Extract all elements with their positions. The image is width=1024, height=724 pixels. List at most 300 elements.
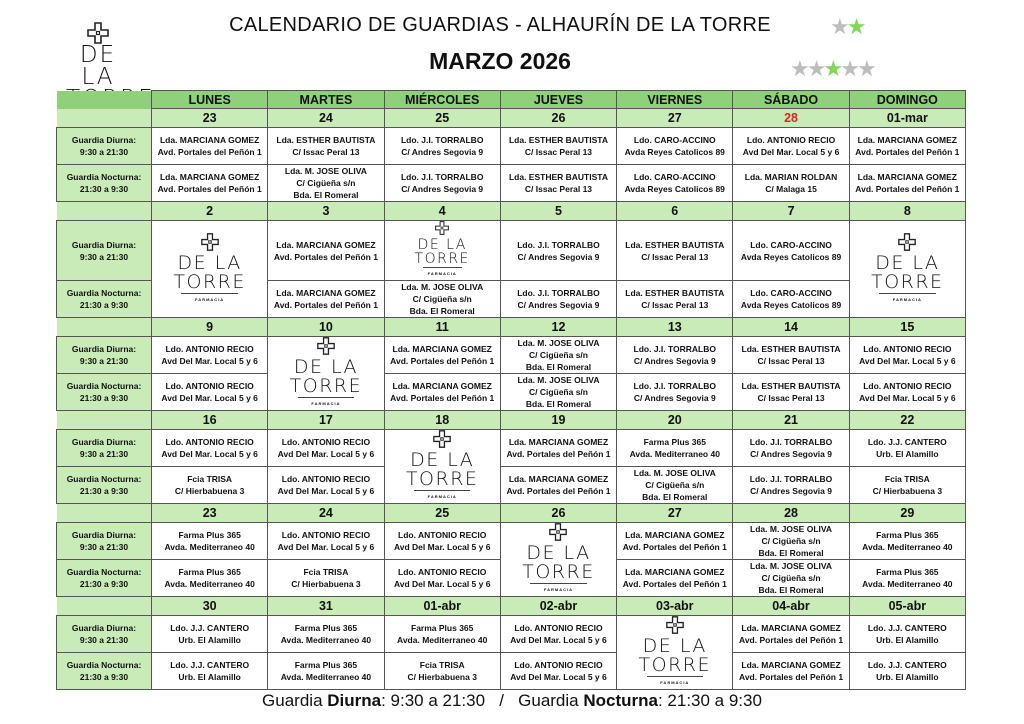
pharmacy-address: C/ Issac Peral 13 xyxy=(524,147,593,157)
pharmacy-address: Avd. Portales del Peñón 1 xyxy=(855,147,960,157)
pharmacy-address: Avd Del Mar. Local 5 y 6 xyxy=(277,449,375,459)
date-cell: 01-mar xyxy=(849,109,965,128)
closed-cell xyxy=(268,337,384,411)
pharmacy-cell xyxy=(733,221,849,281)
date-cell: 02-abr xyxy=(500,597,616,616)
date-cell: 04-abr xyxy=(733,597,849,616)
cross-icon xyxy=(201,233,219,251)
pharmacy-address: C/ Malaga 15 xyxy=(765,184,817,194)
pharmacy-cell xyxy=(500,467,616,504)
date-cell: 24 xyxy=(268,109,384,128)
weekday-header: VIERNES xyxy=(617,91,733,109)
logo-line3: FARMACIA xyxy=(530,583,586,596)
pharmacy-logo xyxy=(173,233,245,306)
pharmacy-address: C/ Andres Segovia 9 xyxy=(750,449,832,459)
pharmacy-cell xyxy=(152,616,268,653)
duty-label-hours: 21:30 a 9:30 xyxy=(79,184,129,194)
pharmacy-name: Ldo. ANTONIO RECIO xyxy=(165,437,254,447)
pharmacy-address: Avd Del Mar. Local 5 y 6 xyxy=(393,579,491,589)
pharmacy-address: Bda. El Romeral xyxy=(642,492,708,502)
footer-night-hours: : 21:30 a 9:30 xyxy=(657,691,762,710)
pharmacy-cell xyxy=(152,128,268,165)
date-cell: 28 xyxy=(733,504,849,523)
pharmacy-cell xyxy=(733,165,849,202)
logo-line1: DE LA xyxy=(79,42,117,90)
pharmacy-name: Lda. MARCIANA GOMEZ xyxy=(741,660,841,670)
pharmacy-cell xyxy=(617,467,733,504)
pharmacy-address: Bda. El Romeral xyxy=(758,585,824,595)
pharmacy-cell xyxy=(268,430,384,467)
pharmacy-address: Avd. Portales del Peñón 1 xyxy=(739,635,844,645)
pharmacy-name: Ldo. ANTONIO RECIO xyxy=(398,530,487,540)
date-cell: 25 xyxy=(384,504,500,523)
pharmacy-cell xyxy=(733,337,849,374)
pharmacy-address: C/ Hierbabuena 3 xyxy=(174,486,245,496)
day-duty-row xyxy=(57,337,966,374)
pharmacy-address: C/ Issac Peral 13 xyxy=(757,393,825,403)
cross-icon xyxy=(549,523,567,541)
day-duty-label xyxy=(57,616,152,653)
footer-prefix: Guardia xyxy=(262,691,328,710)
date-cell: 10 xyxy=(268,318,384,337)
pharmacy-cell xyxy=(617,165,733,202)
date-row xyxy=(57,318,966,337)
pharmacy-address: C/ Cigüeña s/n xyxy=(761,536,821,546)
pharmacy-cell xyxy=(268,653,384,690)
pharmacy-name: Ldo. J.J. CANTERO xyxy=(867,660,947,670)
pharmacy-address: Avda Reyes Catolicos 89 xyxy=(740,300,842,310)
duty-label-title: Guardia Diurna: xyxy=(71,623,137,633)
pharmacy-cell xyxy=(268,128,384,165)
closed-cell xyxy=(500,523,616,597)
pharmacy-address: C/ Issac Peral 13 xyxy=(757,356,825,366)
date-cell: 14 xyxy=(733,318,849,337)
pharmacy-name: Ldo. J.I. TORRALBO xyxy=(749,437,833,447)
date-cell: 15 xyxy=(849,318,965,337)
duty-label-hours: 9:30 a 21:30 xyxy=(79,635,129,645)
pharmacy-cell xyxy=(268,467,384,504)
date-cell: 5 xyxy=(500,202,616,221)
pharmacy-address: Avd. Portales del Peñón 1 xyxy=(622,579,727,589)
pharmacy-address: Avda Reyes Catolicos 89 xyxy=(624,147,725,157)
star-icon: ★ xyxy=(846,14,867,39)
date-cell: 25 xyxy=(384,109,500,128)
pharmacy-address: Avd. Portales del Peñón 1 xyxy=(390,356,495,366)
pharmacy-address: Avda. Mediterraneo 40 xyxy=(862,542,953,552)
pharmacy-name: Ldo. ANTONIO RECIO xyxy=(514,660,603,670)
pharmacy-cell xyxy=(500,616,616,653)
pharmacy-address: Avd Del Mar. Local 5 y 6 xyxy=(393,542,491,552)
pharmacy-cell xyxy=(733,374,849,411)
pharmacy-name: Ldo. ANTONIO RECIO xyxy=(281,437,371,447)
duty-label-title: Guardia Nocturna: xyxy=(66,567,142,577)
pharmacy-name: Farma Plus 365 xyxy=(178,530,241,540)
pharmacy-cell xyxy=(617,374,733,411)
pharmacy-name: Ldo. CARO-ACCINO xyxy=(633,172,716,182)
date-cell: 12 xyxy=(500,318,616,337)
pharmacy-cell xyxy=(268,165,384,202)
pharmacy-address: Bda. El Romeral xyxy=(409,306,475,316)
footer-day-hours: : 9:30 a 21:30 xyxy=(381,691,486,710)
pharmacy-cell xyxy=(617,281,733,318)
pharmacy-address: Avda. Mediterraneo 40 xyxy=(862,579,953,589)
pharmacy-address: Avd. Portales del Peñón 1 xyxy=(506,449,611,459)
star-icon: ★ xyxy=(790,56,810,81)
date-row xyxy=(57,597,966,616)
pharmacy-cell xyxy=(152,374,268,411)
date-row xyxy=(57,202,966,221)
page-title: CALENDARIO DE GUARDIAS - ALHAURÍN DE LA TORRE xyxy=(229,14,771,36)
pharmacy-cell xyxy=(500,281,616,318)
pharmacy-name: Farma Plus 365 xyxy=(178,567,241,577)
pharmacy-address: Avd Del Mar. Local 5 y 6 xyxy=(510,635,607,645)
logo-line1: DE LA xyxy=(410,449,475,471)
logo-line1: DE LA xyxy=(875,251,940,274)
pharmacy-name: Lda. MARCIANA GOMEZ xyxy=(625,567,725,577)
pharmacy-address: C/ Andres Segovia 9 xyxy=(517,300,600,310)
date-cell: 19 xyxy=(500,411,616,430)
footer-day-word: Diurna xyxy=(327,691,382,710)
rating-top xyxy=(830,14,867,39)
pharmacy-cell xyxy=(733,560,849,597)
pharmacy-logo xyxy=(871,233,943,306)
pharmacy-address: Bda. El Romeral xyxy=(293,190,359,200)
pharmacy-name: Ldo. ANTONIO RECIO xyxy=(746,135,836,145)
date-cell: 6 xyxy=(617,202,733,221)
pharmacy-address: Avda. Mediterraneo 40 xyxy=(397,635,488,645)
duty-calendar xyxy=(56,90,966,690)
pharmacy-cell xyxy=(500,430,616,467)
pharmacy-name: Ldo. CARO-ACCINO xyxy=(633,135,716,145)
pharmacy-address: C/ Andres Segovia 9 xyxy=(401,147,484,157)
pharmacy-name: Lda. MARCIANA GOMEZ xyxy=(625,530,725,540)
pharmacy-address: Urb. El Alamillo xyxy=(178,635,241,645)
pharmacy-cell xyxy=(268,616,384,653)
date-cell: 16 xyxy=(152,411,268,430)
pharmacy-name: Lda. MARCIANA GOMEZ xyxy=(857,172,957,182)
closed-cell xyxy=(384,430,500,504)
pharmacy-name: Lda. ESTHER BAUTISTA xyxy=(741,344,841,354)
day-duty-label xyxy=(57,337,152,374)
pharmacy-address: C/ Issac Peral 13 xyxy=(524,184,593,194)
date-cell: 31 xyxy=(268,597,384,616)
date-cell: 03-abr xyxy=(617,597,733,616)
pharmacy-name: Lda. ESTHER BAUTISTA xyxy=(741,381,841,391)
pharmacy-address: Urb. El Alamillo xyxy=(876,672,939,682)
footer-legend xyxy=(0,691,1024,711)
cross-icon xyxy=(898,233,916,251)
pharmacy-address: C/ Cigüeña s/n xyxy=(528,387,588,397)
pharmacy-cell xyxy=(500,374,616,411)
pharmacy-name: Ldo. J.I. TORRALBO xyxy=(749,474,833,484)
logo-line3: FARMACIA xyxy=(181,293,237,306)
pharmacy-name: Fcia TRISA xyxy=(419,660,465,670)
pharmacy-address: C/ Andres Segovia 9 xyxy=(750,486,832,496)
duty-label-hours: 9:30 a 21:30 xyxy=(79,356,129,366)
pharmacy-address: Avda Reyes Catolicos 89 xyxy=(740,251,842,262)
corner-cell xyxy=(57,318,152,337)
night-duty-label xyxy=(57,467,152,504)
logo-line3: FARMACIA xyxy=(423,267,462,280)
footer-separator: / xyxy=(485,691,519,710)
pharmacy-logo xyxy=(522,523,594,596)
pharmacy-cell xyxy=(849,165,965,202)
pharmacy-cell xyxy=(733,467,849,504)
duty-label-title: Guardia Nocturna: xyxy=(66,474,142,484)
pharmacy-name: Lda. M. JOSE OLIVA xyxy=(284,166,367,176)
pharmacy-cell xyxy=(152,467,268,504)
pharmacy-name: Farma Plus 365 xyxy=(643,437,706,447)
pharmacy-cell xyxy=(384,337,500,374)
pharmacy-cell xyxy=(733,523,849,560)
day-duty-row xyxy=(57,128,966,165)
pharmacy-cell xyxy=(617,560,733,597)
pharmacy-name: Ldo. J.I. TORRALBO xyxy=(633,381,716,391)
logo-line3: FARMACIA xyxy=(298,397,354,410)
pharmacy-name: Ldo. ANTONIO RECIO xyxy=(165,344,254,354)
duty-label-hours: 21:30 a 9:30 xyxy=(79,486,129,496)
pharmacy-name: Fcia TRISA xyxy=(187,474,233,484)
logo-line3: FARMACIA xyxy=(414,490,470,503)
pharmacy-cell xyxy=(733,653,849,690)
pharmacy-name: Lda. MARCIANA GOMEZ xyxy=(276,239,376,250)
pharmacy-name: Lda. MARCIANA GOMEZ xyxy=(276,288,376,298)
pharmacy-cell xyxy=(617,221,733,281)
weekday-header: JUEVES xyxy=(500,91,616,109)
duty-label-title: Guardia Diurna: xyxy=(71,135,137,145)
logo-line1: DE LA xyxy=(177,251,242,274)
weekday-header: MARTES xyxy=(268,91,384,109)
pharmacy-address: Avd. Portales del Peñón 1 xyxy=(273,300,378,310)
pharmacy-name: Lda. MARCIANA GOMEZ xyxy=(741,623,841,633)
pharmacy-cell xyxy=(617,523,733,560)
day-duty-label xyxy=(57,430,152,467)
pharmacy-name: Ldo. ANTONIO RECIO xyxy=(863,381,952,391)
pharmacy-address: Avd Del Mar. Local 5 y 6 xyxy=(859,356,956,366)
rating-bottom xyxy=(790,56,877,81)
duty-label-hours: 9:30 a 21:30 xyxy=(79,542,129,552)
night-duty-label xyxy=(57,653,152,690)
pharmacy-address: Avd Del Mar. Local 5 y 6 xyxy=(277,486,375,496)
pharmacy-address: Avd. Portales del Peñón 1 xyxy=(157,147,262,157)
month-title: MARZO 2026 xyxy=(429,48,571,74)
day-duty-row xyxy=(57,221,966,281)
date-row xyxy=(57,504,966,523)
pharmacy-name: Farma Plus 365 xyxy=(876,530,939,540)
duty-label-hours: 9:30 a 21:30 xyxy=(79,251,129,262)
pharmacy-address: C/ Cigüeña s/n xyxy=(528,350,588,360)
pharmacy-name: Lda. MARCIANA GOMEZ xyxy=(508,437,609,447)
date-cell: 01-abr xyxy=(384,597,500,616)
date-cell: 27 xyxy=(617,109,733,128)
pharmacy-address: C/ Issac Peral 13 xyxy=(641,251,709,262)
duty-label-title: Guardia Nocturna: xyxy=(66,381,142,391)
pharmacy-address: C/ Cigüeña s/n xyxy=(761,573,821,583)
date-cell: 8 xyxy=(849,202,965,221)
pharmacy-logo xyxy=(406,430,478,503)
pharmacy-address: Bda. El Romeral xyxy=(758,548,824,558)
pharmacy-cell xyxy=(849,128,965,165)
pharmacy-cell xyxy=(733,281,849,318)
night-duty-label xyxy=(57,374,152,411)
logo-line2: TORRE xyxy=(522,561,595,583)
pharmacy-name: Farma Plus 365 xyxy=(294,623,358,633)
pharmacy-cell xyxy=(500,165,616,202)
date-cell: 30 xyxy=(152,597,268,616)
cross-icon xyxy=(433,430,451,448)
date-cell: 05-abr xyxy=(849,597,965,616)
pharmacy-cell xyxy=(384,128,500,165)
duty-label-hours: 21:30 a 9:30 xyxy=(79,672,129,682)
pharmacy-address: C/ Cigüeña s/n xyxy=(296,178,356,188)
pharmacy-name: Lda. M. JOSE OLIVA xyxy=(517,375,600,385)
pharmacy-address: Avd Del Mar. Local 5 y 6 xyxy=(161,356,258,366)
pharmacy-cell xyxy=(384,281,500,318)
pharmacy-address: Urb. El Alamillo xyxy=(876,449,939,459)
pharmacy-address: C/ Hierbabuena 3 xyxy=(407,672,477,682)
pharmacy-address: C/ Andres Segovia 9 xyxy=(633,393,716,403)
pharmacy-name: Lda. ESTHER BAUTISTA xyxy=(276,135,376,145)
weekday-header: MIÉRCOLES xyxy=(384,91,500,109)
pharmacy-address: Avda. Mediterraneo 40 xyxy=(629,449,720,459)
pharmacy-name: Lda. MARCIANA GOMEZ xyxy=(857,135,957,145)
date-cell: 26 xyxy=(500,109,616,128)
pharmacy-address: Avd. Portales del Peñón 1 xyxy=(273,251,378,262)
pharmacy-cell xyxy=(849,467,965,504)
pharmacy-address: Avd. Portales del Peñón 1 xyxy=(855,184,960,194)
pharmacy-name: Ldo. J.J. CANTERO xyxy=(867,623,947,633)
corner-cell xyxy=(57,91,152,109)
pharmacy-name: Ldo. ANTONIO RECIO xyxy=(165,381,254,391)
logo-line2: TORRE xyxy=(414,251,470,267)
pharmacy-address: Bda. El Romeral xyxy=(525,399,592,409)
closed-cell xyxy=(152,221,268,318)
date-cell: 18 xyxy=(384,411,500,430)
logo-line2: TORRE xyxy=(405,468,479,490)
pharmacy-address: Avd Del Mar. Local 5 y 6 xyxy=(161,449,258,459)
pharmacy-name: Lda. M. JOSE OLIVA xyxy=(750,561,833,571)
pharmacy-address: Avd. Portales del Peñón 1 xyxy=(506,486,611,496)
logo-line1: DE LA xyxy=(526,542,591,564)
pharmacy-address: Avd. Portales del Peñón 1 xyxy=(157,184,262,194)
cross-icon xyxy=(435,221,449,235)
pharmacy-address: Avda. Mediterraneo 40 xyxy=(164,542,255,552)
day-duty-row xyxy=(57,523,966,560)
pharmacy-name: Lda. M. JOSE OLIVA xyxy=(401,282,484,292)
day-duty-label xyxy=(57,523,152,560)
pharmacy-cell xyxy=(384,523,500,560)
night-duty-label xyxy=(57,560,152,597)
duty-label-hours: 9:30 a 21:30 xyxy=(79,449,129,459)
pharmacy-cell xyxy=(617,128,733,165)
pharmacy-name: Ldo. J.I. TORRALBO xyxy=(400,172,484,182)
date-cell: 24 xyxy=(268,504,384,523)
pharmacy-name: Lda. MARIAN ROLDAN xyxy=(744,172,838,182)
pharmacy-name: Ldo. J.I. TORRALBO xyxy=(517,239,600,250)
pharmacy-name: Ldo. ANTONIO RECIO xyxy=(863,344,952,354)
duty-label-title: Guardia Diurna: xyxy=(71,344,137,354)
pharmacy-name: Farma Plus 365 xyxy=(411,623,474,633)
date-cell: 11 xyxy=(384,318,500,337)
day-duty-label xyxy=(57,221,152,281)
pharmacy-cell xyxy=(500,653,616,690)
logo-line3: FARMACIA xyxy=(647,676,703,689)
pharmacy-cell xyxy=(152,165,268,202)
date-cell: 23 xyxy=(152,504,268,523)
pharmacy-cell xyxy=(384,560,500,597)
duty-label-title: Guardia Nocturna: xyxy=(66,172,142,182)
footer-night-word: Nocturna xyxy=(583,691,658,710)
pharmacy-cell xyxy=(384,616,500,653)
pharmacy-name: Farma Plus 365 xyxy=(876,567,939,577)
pharmacy-name: Lda. MARCIANA GOMEZ xyxy=(508,474,609,484)
star-icon: ★ xyxy=(806,56,827,81)
closed-cell xyxy=(384,221,500,281)
pharmacy-name: Ldo. J.J. CANTERO xyxy=(867,437,947,447)
date-cell: 9 xyxy=(152,318,268,337)
pharmacy-name: Lda. M. JOSE OLIVA xyxy=(517,338,600,348)
date-cell: 22 xyxy=(849,411,965,430)
date-cell: 13 xyxy=(617,318,733,337)
pharmacy-name: Lda. MARCIANA GOMEZ xyxy=(392,344,492,354)
pharmacy-address: C/ Andres Segovia 9 xyxy=(517,251,600,262)
duty-label-hours: 21:30 a 9:30 xyxy=(79,393,129,403)
weekday-header: LUNES xyxy=(152,91,268,109)
date-cell: 4 xyxy=(384,202,500,221)
pharmacy-name: Lda. ESTHER BAUTISTA xyxy=(508,135,608,145)
pharmacy-name: Lda. M. JOSE OLIVA xyxy=(633,468,716,478)
duty-label-title: Guardia Diurna: xyxy=(71,530,137,540)
pharmacy-name: Lda. MARCIANA GOMEZ xyxy=(392,381,492,391)
pharmacy-address: Avd. Portales del Peñón 1 xyxy=(739,672,844,682)
pharmacy-name: Ldo. ANTONIO RECIO xyxy=(514,623,603,633)
logo-line2: TORRE xyxy=(289,375,363,397)
logo-line1: DE LA xyxy=(642,635,707,657)
cross-icon xyxy=(666,616,684,634)
duty-label-hours: 21:30 a 9:30 xyxy=(79,579,129,589)
pharmacy-cell xyxy=(152,560,268,597)
pharmacy-name: Fcia TRISA xyxy=(884,474,930,484)
pharmacy-address: Avd Del Mar. Local 5 y 6 xyxy=(742,147,840,157)
pharmacy-name: Lda. ESTHER BAUTISTA xyxy=(508,172,608,182)
logo-line1: DE LA xyxy=(293,356,359,378)
pharmacy-cell xyxy=(152,430,268,467)
pharmacy-address: Bda. El Romeral xyxy=(525,362,592,372)
pharmacy-cell xyxy=(849,430,965,467)
pharmacy-name: Ldo. J.J. CANTERO xyxy=(170,623,250,633)
pharmacy-address: C/ Cigüeña s/n xyxy=(412,294,472,304)
pharmacy-cell xyxy=(733,430,849,467)
pharmacy-address: Avda. Mediterraneo 40 xyxy=(280,672,372,682)
pharmacy-cell xyxy=(849,560,965,597)
pharmacy-name: Ldo. J.I. TORRALBO xyxy=(400,135,484,145)
pharmacy-name: Farma Plus 365 xyxy=(294,660,358,670)
pharmacy-address: C/ Issac Peral 13 xyxy=(292,147,360,157)
pharmacy-cell xyxy=(500,221,616,281)
date-cell: 27 xyxy=(617,504,733,523)
date-row xyxy=(57,411,966,430)
pharmacy-logo xyxy=(639,616,711,689)
pharmacy-name: Lda. MARCIANA GOMEZ xyxy=(159,172,260,182)
pharmacy-address: Avd Del Mar. Local 5 y 6 xyxy=(510,672,607,682)
pharmacy-cell xyxy=(152,337,268,374)
closed-cell xyxy=(617,616,733,690)
corner-cell xyxy=(57,597,152,616)
logo-line1: DE LA xyxy=(417,237,467,253)
pharmacy-address: Avda Reyes Catolicos 89 xyxy=(624,184,725,194)
pharmacy-name: Ldo. J.I. TORRALBO xyxy=(633,344,716,354)
weekday-header-row xyxy=(57,91,966,109)
